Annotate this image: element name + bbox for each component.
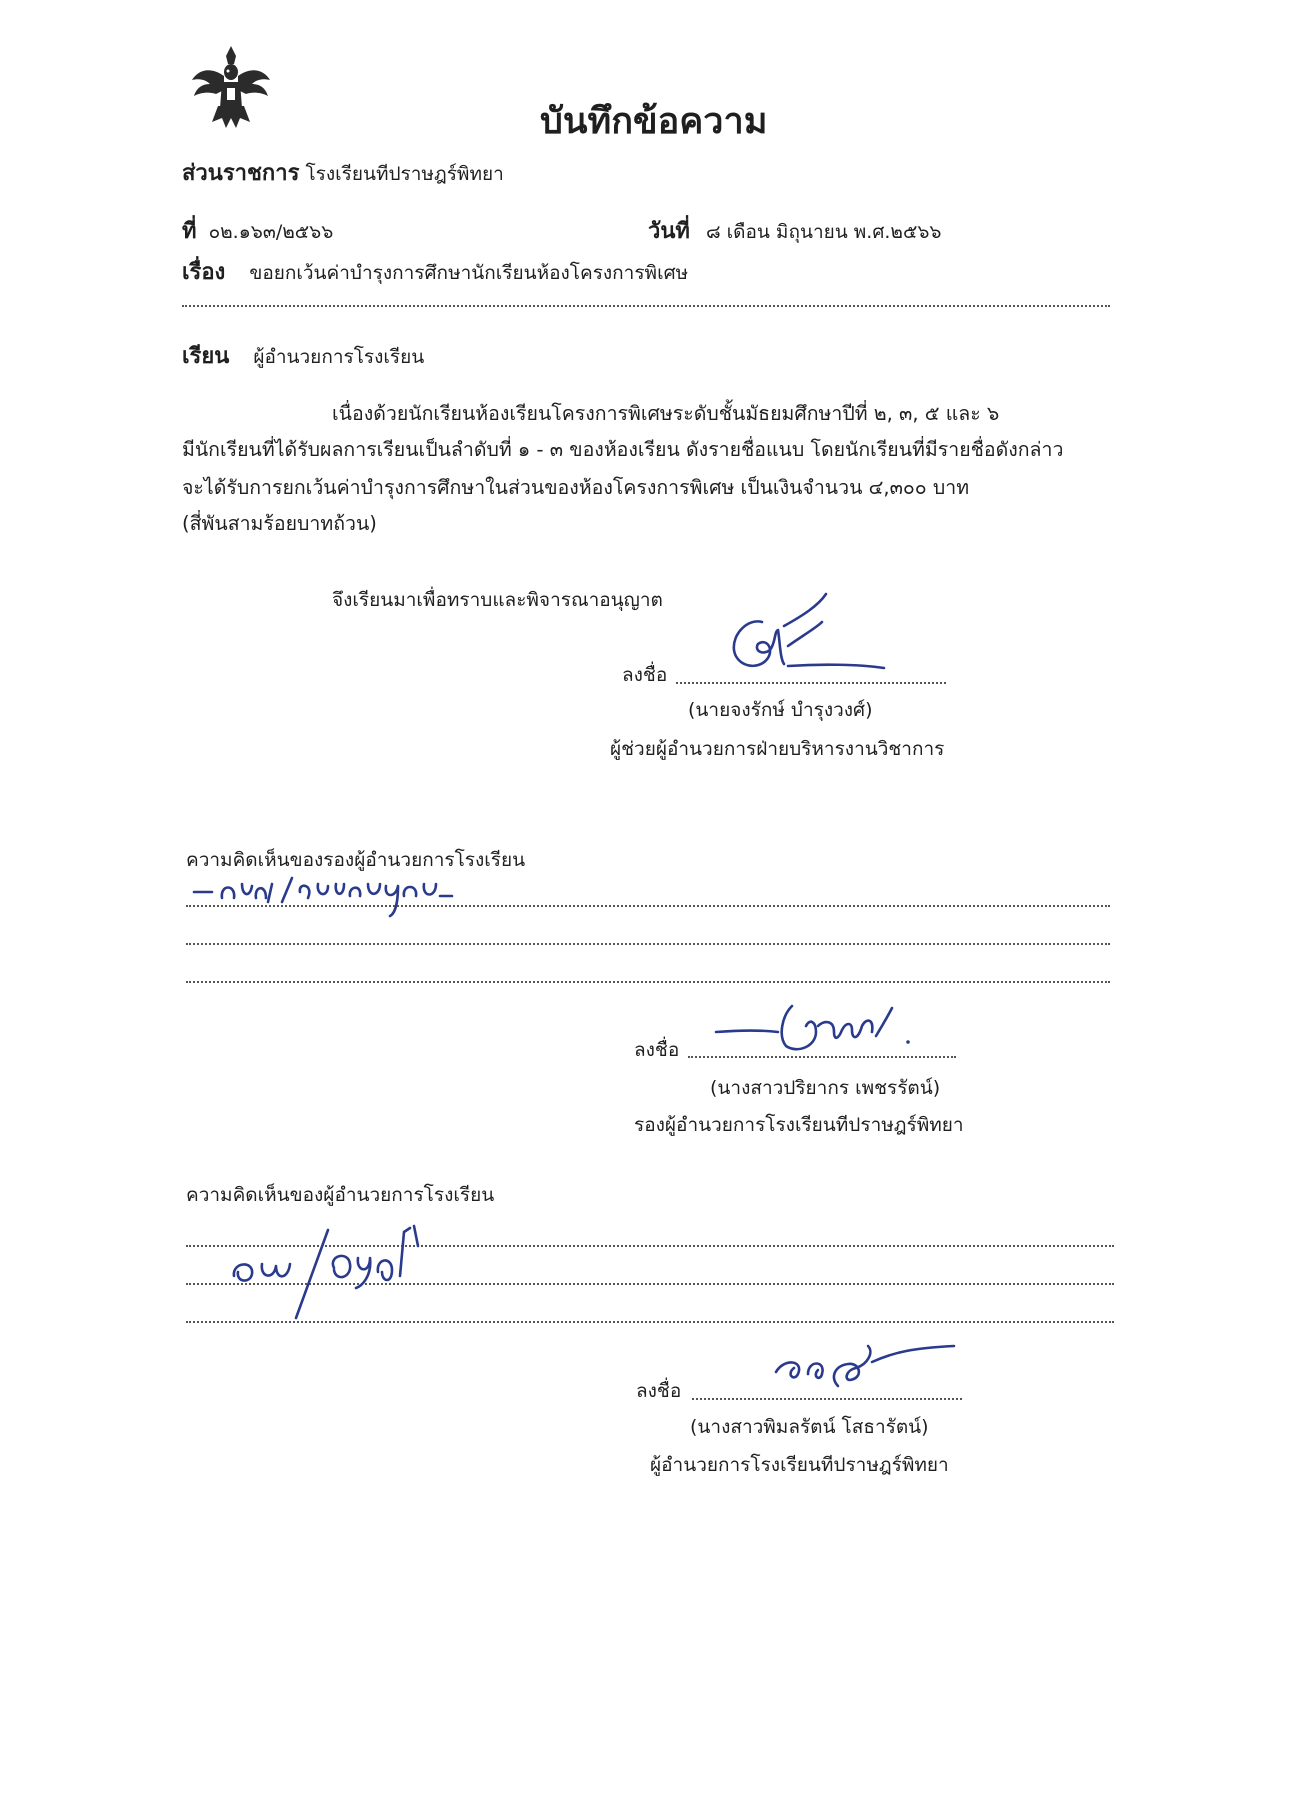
signer1-sign-label: ลงชื่อ [622,664,668,686]
closing-line: จึงเรียนมาเพื่อทราบและพิจารณาอนุญาต [332,589,663,611]
to-line [182,338,424,373]
body-line-2: มีนักเรียนที่ได้รับผลการเรียนเป็นลำดับที่ ๑ - ๓ ของห้องเรียน ดังรายชื่อแนบ โดยนักเรียนที่มีรายชื่อดังกล่าว [182,438,1064,461]
body-line-3: จะได้รับการยกเว้นค่าบำรุงการศึกษาในส่วนของห้องโครงการพิเศษ เป็นเงินจำนวน ๔,๓๐๐ บาท [182,476,970,499]
deputy-signature [712,996,942,1066]
deputy-comment-heading: ความคิดเห็นของรองผู้อำนวยการโรงเรียน [186,849,526,871]
ref-number: ๐๒.๑๖๓/๒๕๖๖ [208,221,334,243]
deputy-position: รองผู้อำนวยการโรงเรียนทีปราษฎร์พิทยา [634,1114,964,1136]
deputy-name: (นางสาวปริยากร เพชรรัตน์) [710,1077,941,1099]
deputy-sign-label: ลงชื่อ [634,1039,680,1061]
subject-divider [182,305,1110,307]
ref-label: ที่ [182,219,197,244]
ref-line [182,213,333,248]
agency-label: ส่วนราชการ [182,161,300,186]
agency-value: โรงเรียนทีปราษฎร์พิทยา [305,163,504,185]
signer1-signature [718,584,898,684]
garuda-emblem-icon [190,42,272,132]
deputy-comment-line-1 [186,905,1110,907]
deputy-comment-line-3 [186,981,1110,983]
director-signature [764,1340,964,1400]
date-value: ๘ เดือน มิถุนายน พ.ศ.๒๕๖๖ [705,221,942,243]
director-comment-heading: ความคิดเห็นของผู้อำนวยการโรงเรียน [186,1184,495,1206]
to-label: เรียน [182,344,230,369]
subject-value: ขอยกเว้นค่าบำรุงการศึกษานักเรียนห้องโครงการพิเศษ [249,262,689,284]
memo-title: บันทึกข้อความ [540,101,768,142]
deputy-comment-line-2 [186,943,1110,945]
subject-label: เรื่อง [182,260,226,285]
director-name: (นางสาวพิมลรัตน์ โสธารัตน์) [690,1416,929,1438]
director-position: ผู้อำนวยการโรงเรียนทีปราษฎร์พิทยา [650,1454,949,1476]
subject-line [182,254,688,289]
body-line-1: เนื่องด้วยนักเรียนห้องเรียนโครงการพิเศษระดับชั้นมัธยมศึกษาปีที่ ๒, ๓, ๕ และ ๖ [332,402,1000,425]
signer1-position: ผู้ช่วยผู้อำนวยการฝ่ายบริหารงานวิชาการ [610,738,945,760]
body-line-4: (สี่พันสามร้อยบาทถ้วน) [182,512,377,535]
signer1-name: (นายจงรักษ์ บำรุงวงศ์) [688,699,873,721]
to-value: ผู้อำนวยการโรงเรียน [253,346,425,368]
deputy-handwritten-note [190,862,460,918]
director-handwritten-note [224,1206,464,1326]
date-line [648,213,941,248]
agency-line [182,155,504,190]
director-sign-label: ลงชื่อ [636,1380,682,1402]
date-label: วันที่ [648,219,690,244]
